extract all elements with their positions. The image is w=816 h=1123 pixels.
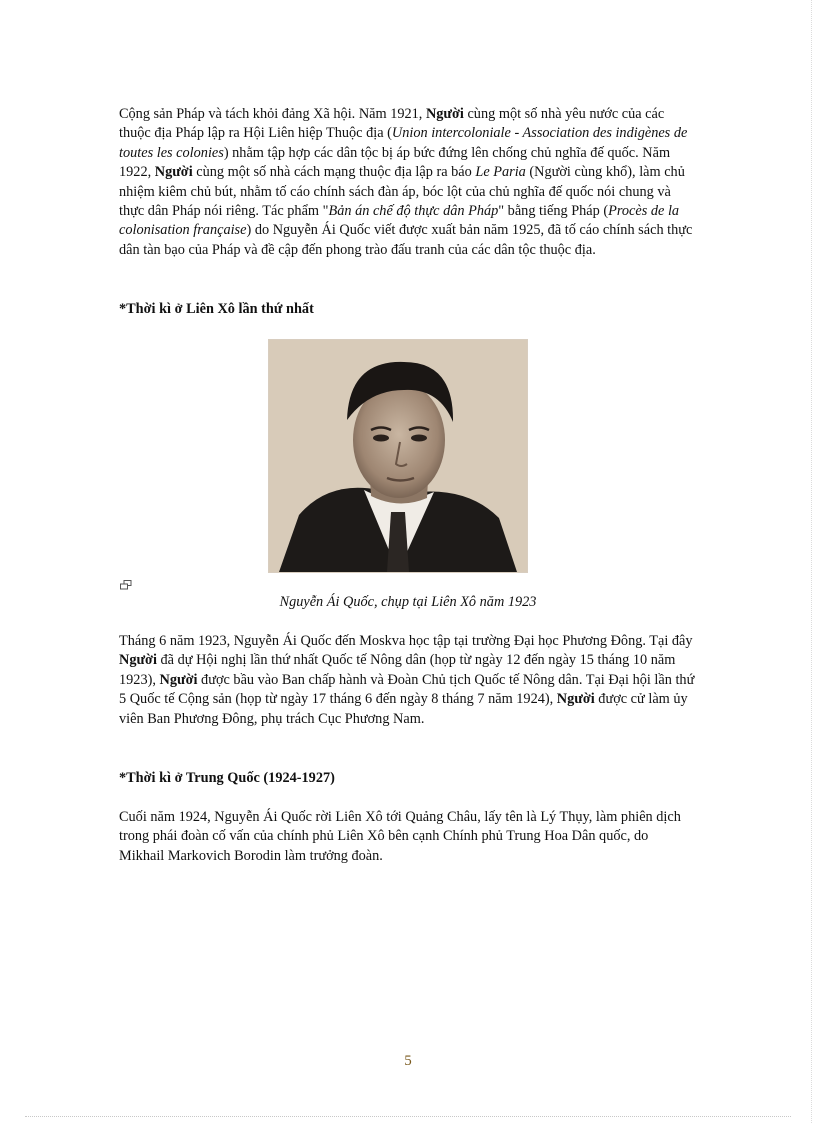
section-heading-soviet: *Thời kì ở Liên Xô lần thứ nhất <box>119 301 314 317</box>
paragraph-guangzhou <box>119 808 697 866</box>
text-run: Tháng 6 năm 1923, Nguyễn Ái Quốc đến Moskva học tập tại trường Đại học Phương Đông. Tại đây <box>119 633 693 649</box>
text-run: ) nhằm tập hợp các dân tộc bị áp bức đứng lên chống chủ nghĩa đế quốc. Năm 1922, <box>119 144 671 181</box>
text-run: Cộng sản Pháp và tách khỏi đảng Xã hội. Năm 1921, <box>119 106 426 122</box>
bold-run: Người <box>425 106 464 122</box>
bold-run: Người <box>154 164 193 181</box>
page-bottom-divider <box>25 1116 791 1117</box>
italic-run: Union intercoloniale - Association des indigènes de toutes les colonies <box>119 125 688 161</box>
paragraph-paris-activities <box>119 105 697 260</box>
page-number: 5 <box>404 1053 412 1069</box>
paragraph-text: Cuối năm 1924, Nguyễn Ái Quốc rời Liên Xô tới Quảng Châu, lấy tên là Lý Thụy, làm phiên dịch trong phái đoàn cố vấn của chính phủ Liên Xô bên cạnh Chính phủ Trung Hoa Dân quốc, do Mikhail Markovich Borodin làm trưởng đoàn. <box>119 809 681 864</box>
photo-caption: Nguyễn Ái Quốc, chụp tại Liên Xô năm 1923 <box>279 594 537 610</box>
bold-run: Người <box>556 691 595 708</box>
text-run: được cử làm ủy viên Ban Phương Đông, phụ trách Cục Phương Nam. <box>119 691 688 727</box>
text-run: được bầu vào Ban chấp hành và Đoàn Chủ tịch Quốc tế Nông dân. Tại Đại hội lần thứ 5 Quốc tế Cộng sản (họp từ ngày 17 tháng 6 đến ngày 8 tháng 7 năm 1924), <box>119 671 695 708</box>
text-run: " bằng tiếng Pháp ( <box>498 203 609 220</box>
text-run: ) do Nguyễn Ái Quốc viết được xuất bản năm 1925, đã tố cáo chính sách thực dân tàn bạo của Pháp và đề cập đến phong trào đấu tranh của các dân tộc thuộc địa. <box>119 222 693 258</box>
text-run: cùng một số nhà cách mạng thuộc địa lập ra báo <box>192 164 476 181</box>
text-run: đã dự Hội nghị lần thứ nhất Quốc tế Nông dân (họp từ ngày 12 đến ngày 15 tháng 10 năm 1923), <box>119 652 676 688</box>
bold-run: Người <box>159 671 198 688</box>
section-heading-china: *Thời kì ở Trung Quốc (1924-1927) <box>119 770 335 786</box>
text-run: cùng một số nhà yêu nước của các thuộc địa Pháp lập ra Hội Liên hiệp Thuộc địa ( <box>119 106 665 142</box>
bold-run: Người <box>119 652 157 669</box>
italic-run: Le Paria <box>475 164 526 181</box>
portrait-illustration <box>269 340 527 572</box>
italic-run: Bản án chế độ thực dân Pháp <box>328 203 499 220</box>
italic-run: Procès de la colonisation française <box>119 203 680 239</box>
image-anchor-icon <box>120 580 132 590</box>
portrait-photo <box>268 339 528 573</box>
page-right-border <box>811 0 812 1123</box>
paragraph-moscow <box>119 632 697 729</box>
text-run: (Người cùng khổ), làm chủ nhiệm kiêm chủ bút, nhằm tố cáo chính sách đàn áp, bóc lột của chủ nghĩa đế quốc nói chung và thực dân Pháp nói riêng. Tác phẩm " <box>119 164 685 220</box>
